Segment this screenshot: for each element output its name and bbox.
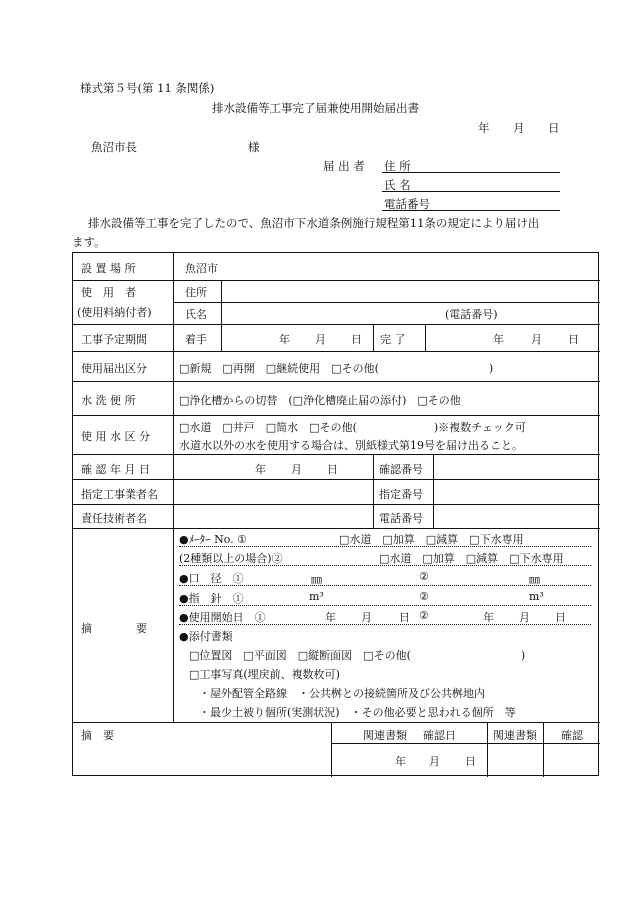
toilet-options[interactable]: □浄化槽からの切替 (□浄化槽廃止届の添付) □その他 (179, 394, 461, 407)
start-date-1-year: 年 (325, 611, 336, 624)
attachments-line-4: ・最少土被り個所(実測状況) ・その他必要と思われる個所 等 (199, 706, 516, 719)
location-value[interactable]: 魚沼市 (185, 262, 218, 275)
attachments-line-3: ・屋外配管全路線 ・公共桝との接続箇所及び公共桝地内 (199, 687, 485, 700)
user-label: 使 用 者 (81, 286, 136, 299)
applicant-name-line[interactable] (382, 191, 560, 192)
category-options[interactable]: □新規 □再開 □継続使用 □その他( ) (179, 362, 494, 375)
period-end-label: 完 了 (380, 333, 406, 346)
footer-month: 月 (429, 755, 440, 768)
addressee-honorific: 様 (248, 140, 260, 154)
start-date-1-label: ●使用開始日 ① (179, 611, 266, 624)
meter-1-options[interactable]: □水道 □加算 □減算 □下水専用 (339, 533, 524, 546)
engineer-label: 責任技術者名 (81, 512, 147, 525)
engineer-phone-label: 電話番号 (379, 512, 423, 525)
intro-line-2: ます。 (72, 235, 106, 249)
contractor-label: 指定工事業者名 (81, 488, 158, 501)
needle-2-unit: m³ (529, 590, 544, 603)
category-label: 使用届出区分 (81, 362, 147, 375)
location-label: 設 置 場 所 (81, 262, 136, 275)
confirm-date-year: 年 (255, 463, 266, 476)
confirm-number-label: 確認番号 (379, 463, 423, 476)
toilet-label: 水 洗 便 所 (81, 394, 136, 407)
addressee-name: 魚沼市長 (91, 140, 137, 154)
confirm-date-label: 確 認 年 月 日 (81, 463, 150, 476)
water-label: 使 用 水 区 分 (81, 430, 150, 443)
period-start-day: 日 (351, 333, 362, 346)
intro-line-1: 排水設備等工事を完了したので、魚沼市下水道条例施行規程第11条の規定により届け出 (88, 216, 540, 230)
applicant-label: 届 出 者 (323, 159, 365, 173)
attachments-label: ●添付書類 (179, 630, 233, 643)
summary-label: 摘 要 (81, 622, 147, 635)
applicant-name-label: 氏 名 (384, 178, 411, 192)
footer-year: 年 (395, 755, 406, 768)
period-start-label: 着手 (185, 333, 207, 346)
needle-2-label: ② (419, 590, 429, 603)
applicant-address-line[interactable] (382, 172, 560, 173)
user-name-label: 氏名 (185, 308, 207, 321)
caliber-2-unit: ㎜ (529, 573, 540, 586)
water-options[interactable]: □水道 □井戸 □简水 □その他( )※複数チェック可 (179, 421, 526, 434)
caliber-2-label: ② (419, 570, 429, 583)
date-year: 年 (478, 121, 490, 135)
confirm-date-month: 月 (291, 463, 302, 476)
footer-day: 日 (465, 755, 476, 768)
meter-2-options[interactable]: □水道 □加算 □減算 □下水専用 (379, 552, 564, 565)
needle-1-label: ●指 針 ① (179, 592, 244, 605)
period-end-day: 日 (568, 333, 579, 346)
user-sublabel: (使用料納付者) (77, 306, 152, 319)
contractor-number-label: 指定番号 (379, 488, 423, 501)
period-start-year: 年 (279, 333, 290, 346)
user-address-label: 住所 (185, 286, 207, 299)
footer-related-docs-label: 関連書類 (363, 729, 407, 742)
application-form-table (72, 252, 599, 776)
start-date-2-year: 年 (483, 611, 494, 624)
footer-summary-label: 摘 要 (81, 729, 114, 742)
date-month: 月 (513, 121, 525, 135)
document-title: 排水設備等工事完了届兼使用開始届出書 (212, 101, 419, 115)
period-label: 工事予定期間 (81, 333, 147, 346)
start-date-2-month: 月 (519, 611, 530, 624)
confirm-date-day: 日 (327, 463, 338, 476)
footer-confirm-label: 確認 (561, 729, 583, 742)
meter-1-label: ●ﾒｰﾀｰ No. ① (179, 533, 248, 546)
period-end-month: 月 (531, 333, 542, 346)
start-date-2-label: ② (419, 609, 429, 622)
form-number: 様式第５号(第 11 条関係) (80, 81, 215, 95)
footer-related-docs-2-label: 関連書類 (493, 729, 537, 742)
attachments-line-2[interactable]: □工事写真(埋戻前、複数枚可) (189, 668, 340, 681)
start-date-1-month: 月 (361, 611, 372, 624)
attachments-line-1[interactable]: □位置図 □平面図 □縦断面図 □その他( ) (189, 649, 526, 662)
applicant-address-label: 住 所 (384, 159, 411, 173)
caliber-1-unit: ㎜ (311, 573, 322, 586)
meter-2-label: (2種類以上の場合)② (179, 552, 283, 565)
start-date-2-day: 日 (555, 611, 566, 624)
applicant-phone-label: 電話番号 (384, 197, 430, 211)
period-end-year: 年 (493, 333, 504, 346)
user-phone-label: (電話番号) (445, 308, 498, 321)
period-start-month: 月 (315, 333, 326, 346)
footer-confirm-date-label: 確認日 (423, 729, 456, 742)
start-date-1-day: 日 (399, 611, 410, 624)
needle-1-unit: m³ (309, 590, 324, 603)
water-note: 水道水以外の水を使用する場合は、別紙様式第19号を届け出ること。 (179, 439, 523, 452)
caliber-1-label: ●口 径 ① (179, 572, 244, 585)
applicant-phone-line[interactable] (382, 210, 560, 211)
date-day: 日 (548, 121, 560, 135)
